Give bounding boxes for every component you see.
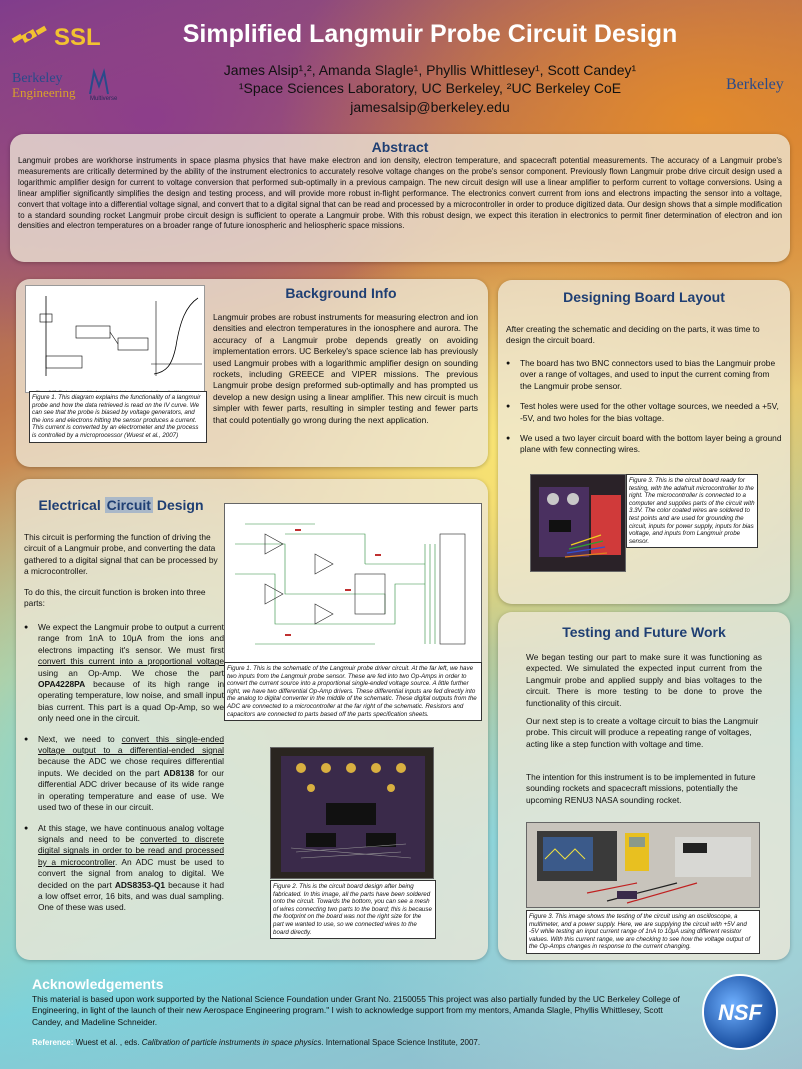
- board-ready-photo: [530, 474, 626, 572]
- layout-bullets: [506, 358, 782, 465]
- schematic-drawing: [225, 504, 482, 663]
- nsf-logo: [702, 974, 778, 1050]
- berkeley-logo-line2: Engineering: [12, 85, 76, 100]
- authors: James Alsip¹,², Amanda Slagle¹, Phyllis Whittlesey¹, Scott Candey¹: [223, 62, 637, 78]
- ssl-logo-text: SSL: [54, 24, 101, 51]
- berkeley-engineering-logo: [12, 72, 82, 108]
- layout-bullet-1: ● The board has two BNC connectors used to bias the Langmuir probe over a range of voltages, and used to input the current coming from the Langmuir probe sensor.: [506, 358, 782, 392]
- layout-bullet-2: ● Test holes were used for the other voltage sources, we needed a +5V, -5V, and two holes for the bias voltage.: [506, 401, 782, 424]
- testing-photo: [526, 822, 760, 908]
- testing-panel: [498, 612, 790, 960]
- langmuir-diagram: [26, 286, 206, 384]
- berkeley-logo-line1: Berkeley: [12, 71, 63, 86]
- testing-p3: The intention for this instrument is to be implemented in future sounding rockets and spacecraft missions, potentially the upcoming RENU3 NASA sounding rocket.: [526, 772, 756, 805]
- reference: Reference: Wuest et al. , eds. Calibration of particle instruments in space physics. International Space Science Institute, 2007.: [32, 1038, 481, 1047]
- schematic-caption: Figure 1. This is the schematic of the Langmuir probe driver circuit. At the far left, we have two inputs from the Langmuir probe sensor. These are fed into two Op-Amps in order to convert the current source into a proportional single-ended voltage source. A little further right, we have two differential Op-Amp drivers. These differential inputs are fed directly into the analog to digital converter in the middle of the schematic. These digital outputs from the ADC are connected to a microcontroller at the far right of the schematic. Resistors and capacitors are connected to parts based off the parts specification sheets.: [224, 662, 482, 721]
- electrical-bullet-2: ● Next, we need to convert this single-ended voltage output to a differential-ended signal because the ADC we chose requires differential inputs. We decided on the part AD8138 for our differential ADC driver because of its wide range in operating temperature and ease of use. We used two of these in our circuit.: [24, 734, 224, 814]
- page-title: Simplified Langmuir Probe Circuit Design: [182, 20, 678, 48]
- testing-figure-caption: Figure 3. This image shows the testing of the circuit using an oscilloscope, a multimeter, and a power supply. Here, we are supplying the circuit with +5V and -5V while testing an input current range of 1nA to 10μA using different resistor values. With this current range, we are checking to see how the voltage output of the Op-Amps changes in response to the current changing.: [526, 910, 760, 954]
- electrical-title-part1: Electrical: [38, 497, 105, 513]
- circuit-board-photo: [270, 747, 434, 879]
- electrical-title-highlight: Circuit: [106, 497, 151, 513]
- background-figure: [25, 285, 205, 393]
- ack-title: Acknowledgements: [32, 976, 164, 992]
- background-figure-caption: Figure 1. This diagram explains the functionality of a langmuir probe and how the data retrieved is read on the IV curve. We can see that the probe is biased by voltage generators, and the ions and electrons hitting the sensor produces a current. This current is converted by an electrometer and the process is controlled by a microprocessor (Wuest et al., 2007): [29, 391, 207, 443]
- abstract-panel: [10, 134, 790, 262]
- ssl-satellite-icon: [10, 18, 50, 58]
- berkeley-logo-right: Berkeley: [726, 76, 784, 93]
- circuit-board-drawing: [271, 748, 434, 879]
- electrical-bullet-3: ● At this stage, we have continuous analog voltage signals and need to be converted to discrete digital signals in order to be read and processed by a microcontroller. An ADC must be used to convert the signal from analog to digital. We decided on the part ADS8353-Q1 because it had a low offset error, 16 bits, and was dual sampling. One of these was used.: [24, 823, 224, 914]
- email[interactable]: jamesalsip@berkeley.edu: [350, 99, 510, 115]
- layout-figure-caption: Figure 3. This is the circuit board ready for testing, with the adafruit microcontroller to the right. The microcontroller is connected to a computer and supplies parts of the circuit with 3.3V. The color coated wires are soldered to test points and are used for grounding the circuit, inputs for power supply, inputs for bias voltage, and inputs from Langmuir probe sensor.: [626, 474, 758, 548]
- electrical-panel: [16, 479, 488, 960]
- multiverse-icon: [88, 68, 110, 96]
- layout-title: Designing Board Layout: [563, 289, 725, 305]
- background-title: Background Info: [285, 285, 397, 301]
- multiverse-logo-text: Multiverse: [90, 96, 118, 102]
- testing-equipment-drawing: [527, 823, 760, 908]
- electrical-intro2: To do this, the circuit function is broken into three parts:: [24, 587, 206, 609]
- abstract-text: Langmuir probes are workhorse instruments in space plasma physics that have make electron and ion density, electron temperature, and spacecraft potential measurements. The accuracy of a Langmuir probe's measurements are critically determined by the ability of the instrument electronics to accurately resolve voltage changes on the probe's sensor component. Previously flown Langmuir probe drive circuit design used a logarithmic amplifier design for current to voltage conversion that performed sub-optimally in a previous campaign. The new circuit design will use a linear amplifier to perform current to voltage conversions. Using a linear amplifier significantly simplifies the design and testing process, and will provide more robust in-flight performance. The electronics convert current from ions and electrons impacting the sensor into a voltage, convert that voltage into a differential voltage signal, and convert that to a digital signal that can be read and processed by a microcontroller in order to produce digitized data. Our design shows that a simple modification to a standard sounding rocket Langmuir probe circuit design is sufficient to operate a Langmuir probe. With this robust design, we expect this iteration in electronics to permit finer determination of electron and ion densities and electron temperatures on a broader range of future ionospheric and heliospheric space missions.: [18, 156, 782, 231]
- testing-title: Testing and Future Work: [562, 624, 726, 640]
- testing-p1: We began testing our part to make sure it was functioning as expected. We simulated the expected input current from the Langmuir probe and applied supply and bias voltages to the circuit. There is more testing to be done to prove the functionality of this circuit.: [526, 652, 762, 708]
- testing-p2: Our next step is to create a voltage circuit to bias the Langmuir probe. This circuit will produce a repeating range of voltages, acting like a step function with voltage and time.: [526, 716, 759, 749]
- electrical-intro: This circuit is performing the function of driving the circuit of a Langmuir probe, and converting the data gathered to a digital signal that can be processed by a microcontroller.: [24, 532, 218, 577]
- board-caption: Figure 2. This is the circuit board design after being fabricated. In this image, all the parts have been soldered onto the circuit. Towards the bottom, you can see a mesh of wires connecting two parts to the board; this is because the footprint on the board was not the right size for the part we wanted to use, so we connected wires to the board directly.: [270, 880, 436, 939]
- ack-text: This material is based upon work supported by the National Science Foundation under Grant No. 2150055 This project was also partially funded by the UC Berkeley College of Engineering, in light of the launch of their new Aerospace Engineering program." I wish to acknowledge support from my mentors, Amanda Slagle, Phyllis Whittlesey, Scott Candey, and Madeline Schneider.: [32, 994, 680, 1027]
- layout-intro: After creating the schematic and deciding on the parts, it was time to design the circuit board.: [506, 324, 760, 346]
- background-panel: [16, 279, 488, 467]
- board-ready-drawing: [531, 475, 626, 572]
- electrical-title: [26, 497, 216, 513]
- ssl-logo: [10, 18, 102, 58]
- electrical-title-part2: Design: [152, 497, 204, 513]
- electrical-bullets: [24, 622, 224, 923]
- background-text: Langmuir probes are robust instruments for measuring electron and ion densities and electron temperatures in the ionosphere and aurora. The accuracy of a Langmuir probe depends greatly on avoiding implementation errors. UC Berkeley's space science lab has previously used Langmuir probes with a logarithmic amplifier design on sounding rockets, including GREECE and VIPER missions. The previous Langmuir probe design preformed sub-optimally and has prompted us develop a new design using a linear amplifier. This new circuit is much simpler with fewer parts, resulting in simpler testing and fewer parts that could potentially go wrong during the next application.: [213, 312, 478, 425]
- layout-panel: [498, 280, 790, 604]
- reference-label: Reference:: [32, 1038, 74, 1047]
- affiliations: ¹Space Sciences Laboratory, UC Berkeley, ²UC Berkeley CoE: [238, 80, 622, 96]
- nsf-logo-text: NSF: [718, 1000, 762, 1025]
- schematic-image: [224, 503, 482, 663]
- electrical-bullet-1: ● We expect the Langmuir probe to output a current range from 1nA to 10μA from the ions and electrons impacting it's sensor. We must first convert this current into a proportional voltage using an Op-Amp. We chose the part OPA4228PA because of its high range in operating temperature, low noise, and small input bias current. This part is a quad Op-Amp, so we only need one in the circuit.: [24, 622, 224, 725]
- abstract-title: Abstract: [371, 139, 429, 155]
- layout-bullet-3: ● We used a two layer circuit board with the bottom layer being a ground plane with few connecting wires.: [506, 433, 782, 456]
